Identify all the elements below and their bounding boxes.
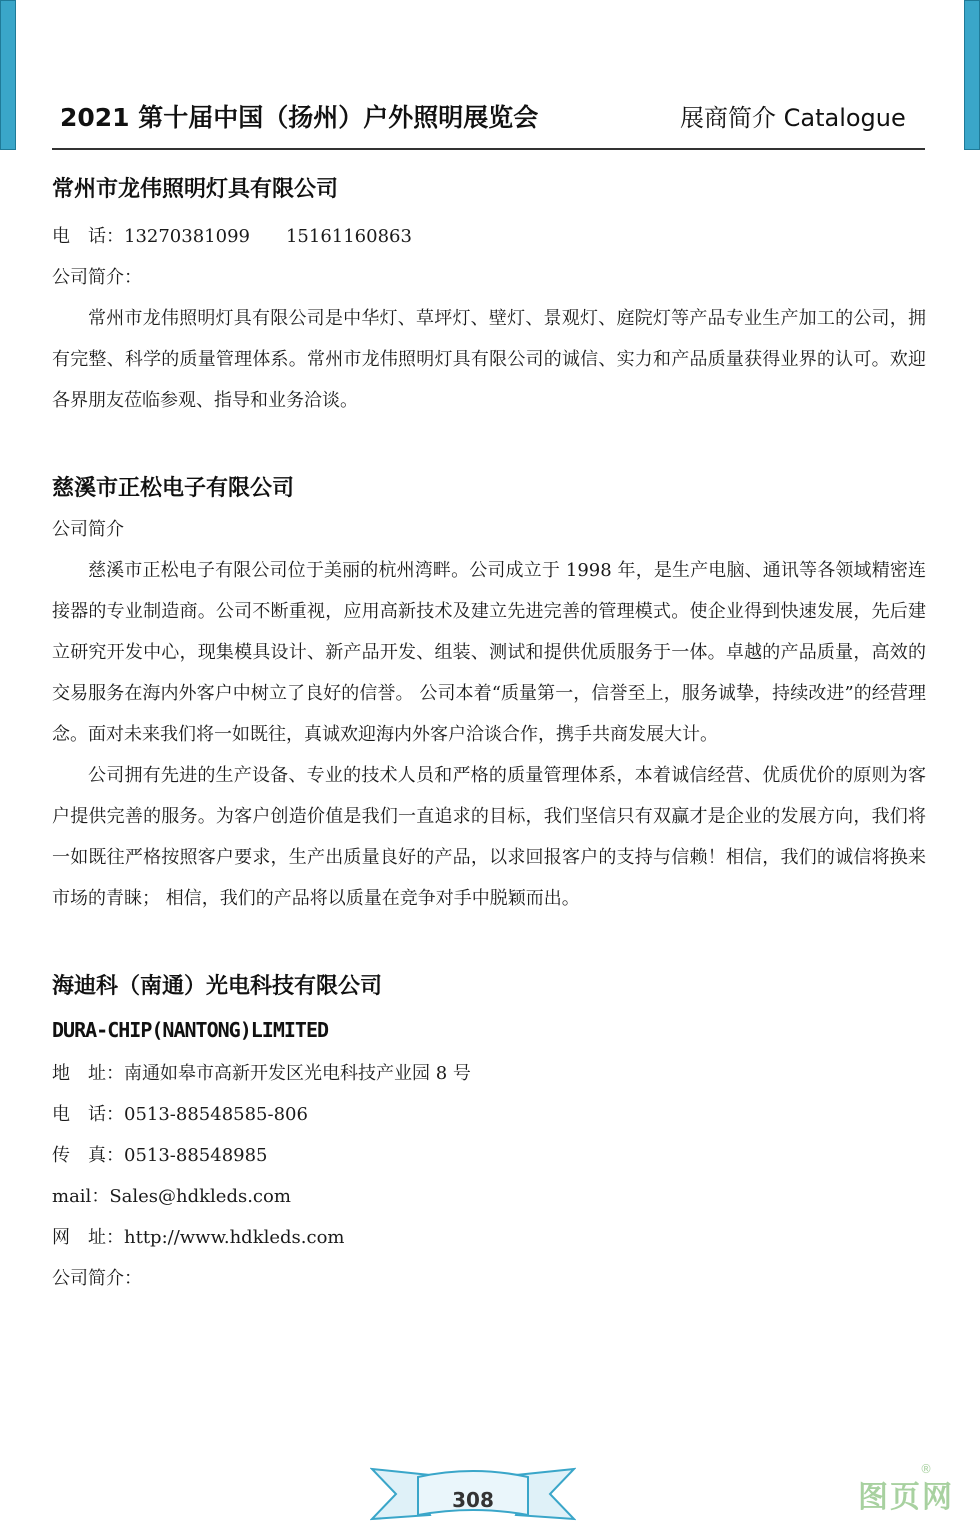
- company-fax: 传 真：0513-88548985: [52, 1145, 268, 1166]
- intro-paragraph: 公司拥有先进的生产设备、专业的技术人员和严格的质量管理体系，本着诚信经营、优质优价的原则为客户提供完善的服务。为客户创造价值是我们一直追求的目标，我们坚信只有双赢才是企业的发展方向，我们将一如既往严格按照客户要求，生产出质量良好的产品，以求回报客户的支持与信赖！相信，我们的诚信将换来市场的青睐； 相信，我们的产品将以质量在竞争对手中脱颖而出。: [52, 765, 926, 909]
- right-edge-bar: [964, 0, 980, 150]
- registered-mark: ®: [920, 1462, 932, 1476]
- company-mail: mail：Sales@hdkleds.com: [52, 1186, 291, 1207]
- header-divider: [52, 148, 925, 150]
- catalogue-section-label: 展商简介 Catalogue: [680, 104, 906, 132]
- company-phone: 电 话：0513-88548585-806: [52, 1104, 308, 1125]
- company-name: 慈溪市正松电子有限公司: [52, 476, 295, 501]
- company-name: 常州市龙伟照明灯具有限公司: [52, 177, 339, 202]
- intro-label: 公司简介: [52, 519, 124, 540]
- company-entry-zhengsong: [52, 469, 926, 919]
- company-name: 海迪科（南通）光电科技有限公司: [52, 974, 383, 999]
- exhibition-title: 2021 第十届中国（扬州）户外照明展览会: [60, 103, 539, 132]
- company-address: 地 址：南通如皋市高新开发区光电科技产业园 8 号: [52, 1063, 471, 1084]
- page-number: 308: [452, 1488, 494, 1512]
- company-phone: 电 话：13270381099 15161160863: [52, 226, 412, 247]
- company-entry-duranchip: [52, 967, 926, 1299]
- left-edge-bar: [0, 0, 16, 150]
- intro-label: 公司简介：: [52, 267, 142, 288]
- intro-paragraph: 慈溪市正松电子有限公司位于美丽的杭州湾畔。公司成立于 1998 年，是生产电脑、通讯等各领域精密连接器的专业制造商。公司不断重视，应用高新技术及建立先进完善的管理模式。使企业得到快速发展，先后建立研究开发中心，现集模具设计、新产品开发、组装、测试和提供优质服务于一体。卓越的产品质量，高效的交易服务在海内外客户中树立了良好的信誉。 公司本着“质量第一，信誉至上，服务诚挚，持续改进”的经营理念。面对未来我们将一如既往，真诚欢迎海内外客户洽谈合作，携手共商发展大计。: [52, 560, 926, 745]
- intro-paragraph: 常州市龙伟照明灯具有限公司是中华灯、草坪灯、壁灯、景观灯、庭院灯等产品专业生产加工的公司，拥有完整、科学的质量管理体系。常州市龙伟照明灯具有限公司的诚信、实力和产品质量获得业界的认可。欢迎各界朋友莅临参观、指导和业务洽谈。: [52, 308, 926, 411]
- company-english-name: DURA-CHIP(NANTONG)LIMITED: [52, 1018, 329, 1042]
- catalogue-content: [52, 170, 926, 1299]
- intro-label: 公司简介：: [52, 1268, 142, 1289]
- company-website: 网 址：http://www.hdkleds.com: [52, 1227, 345, 1248]
- company-entry-longwei: [52, 170, 926, 421]
- watermark-logo: 图页网: [858, 1480, 954, 1515]
